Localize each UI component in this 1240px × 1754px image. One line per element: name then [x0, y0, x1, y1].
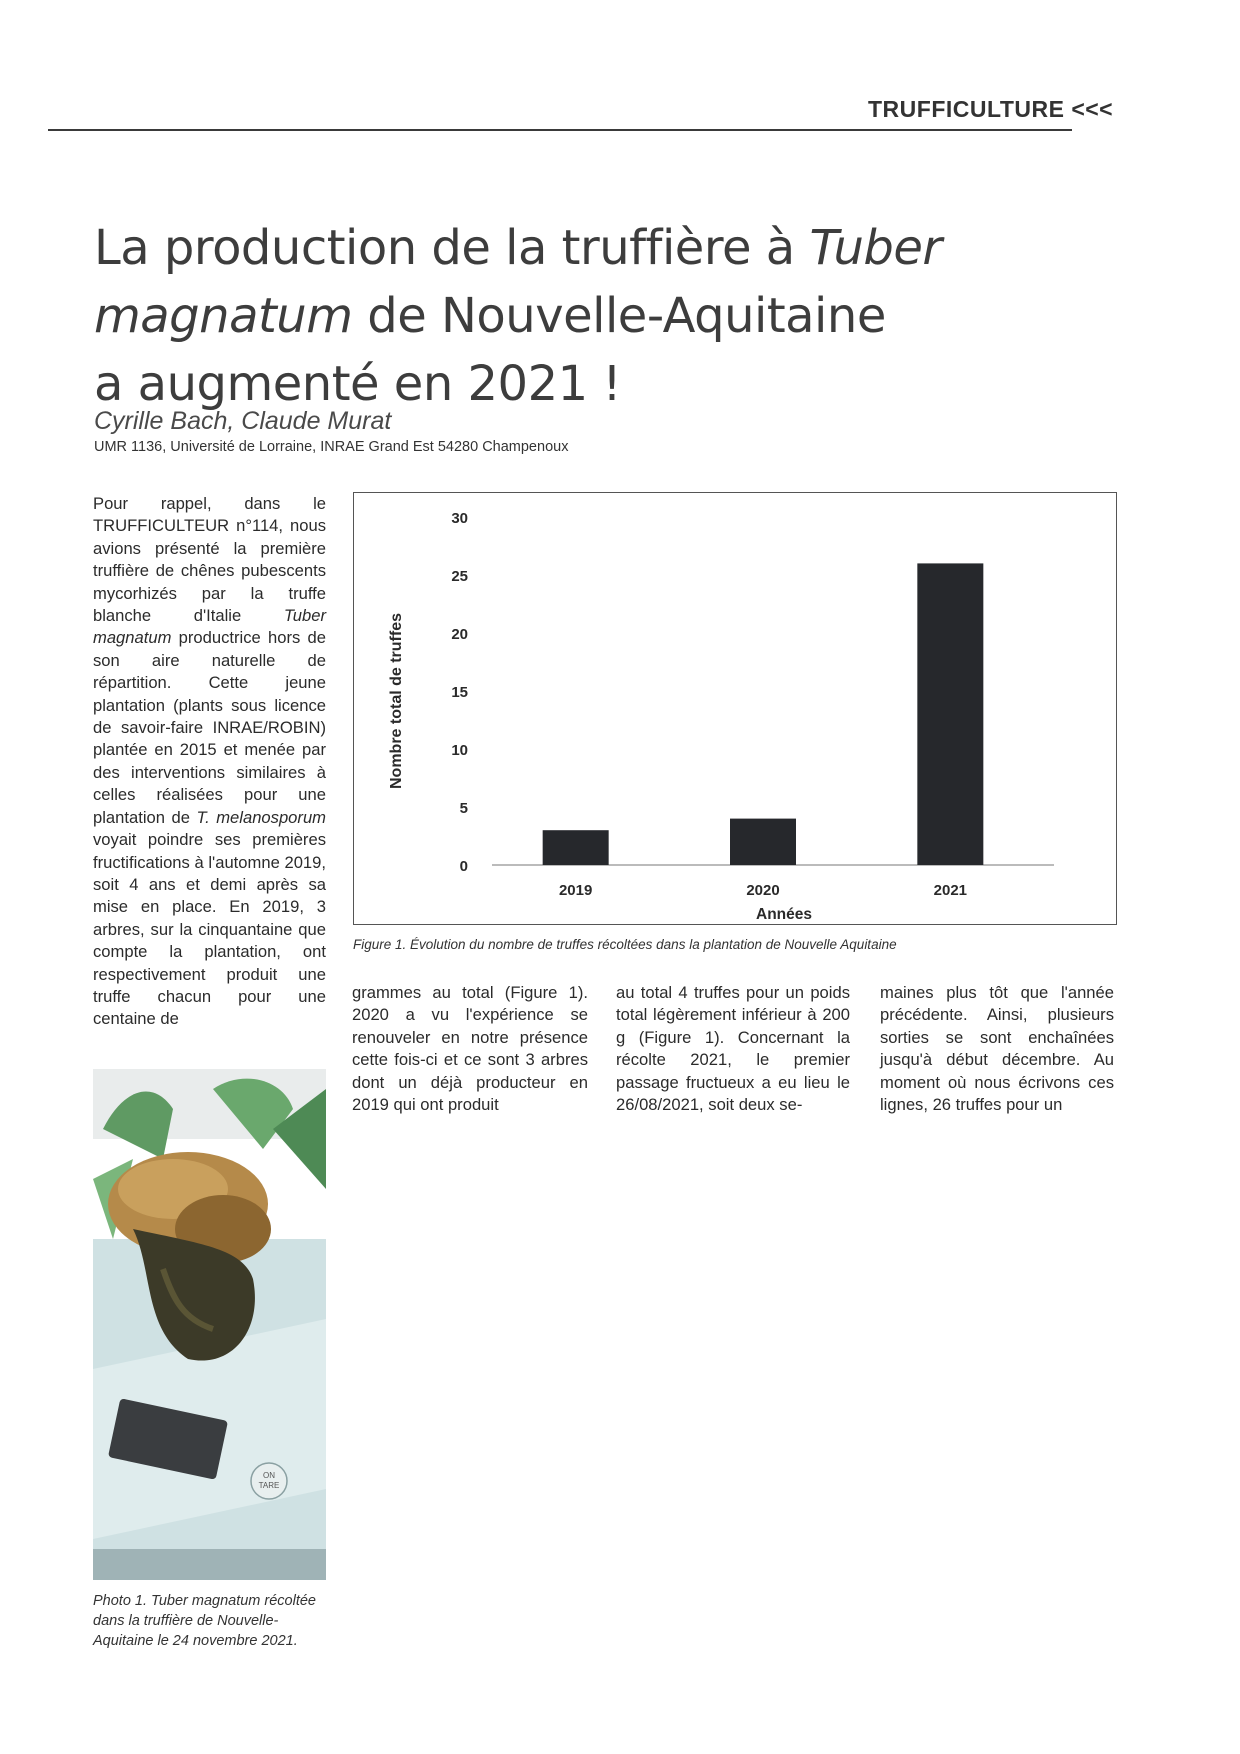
- intro-column: [93, 493, 326, 1031]
- title-line-2: magnatum de Nouvelle-Aquitaine: [94, 288, 886, 344]
- intro-italic-1: Tuber magnatum: [93, 606, 326, 648]
- body-column-a: grammes au total (Figure 1). 2020 a vu l'expérience se renouveler en notre présence cette fois-ci et ce sont 3 arbres dont un déjà producteur en 2019 qui ont produit: [352, 983, 588, 1115]
- y-tick-label: 20: [451, 626, 468, 643]
- y-axis-label: Nombre total de truffes: [388, 612, 405, 790]
- intro-italic-2: T. melanosporum: [196, 807, 326, 827]
- section-header: TRUFFICULTURE <<<: [868, 96, 1114, 122]
- y-tick-label: 30: [451, 510, 468, 527]
- photo-caption: Photo 1. Tuber magnatum récoltée dans la truffière de Nouvelle-Aquitaine le 24 novembre 2021.: [93, 1593, 316, 1649]
- body-column-c: maines plus tôt que l'année précédente. Ainsi, plusieurs sorties se sont enchaînées jusqu'à début décembre. Au moment où nous écrivons ces lignes, 26 truffes pour un: [880, 983, 1114, 1115]
- y-tick-label: 5: [459, 800, 468, 817]
- title-line-1: La production de la truffière à Tuber: [94, 220, 942, 276]
- affiliation: UMR 1136, Université de Lorraine, INRAE Grand Est 54280 Champenoux: [94, 439, 569, 455]
- title-line-3: a augmenté en 2021 !: [94, 356, 622, 412]
- scale-tare-label: TARE: [258, 1481, 280, 1490]
- x-axis-label: Années: [756, 906, 812, 923]
- figure-caption: Figure 1. Évolution du nombre de truffes récoltées dans la plantation de Nouvelle Aquitaine: [353, 937, 897, 952]
- article-title: [94, 214, 1094, 418]
- bar-2019: [543, 830, 609, 865]
- header-divider: [48, 129, 1072, 131]
- x-tick-label: 2019: [558, 882, 593, 899]
- y-tick-label: 25: [451, 568, 468, 585]
- authors: Cyrille Bach, Claude Murat: [94, 407, 392, 435]
- x-tick-label: 2021: [933, 882, 968, 899]
- bar-2020: [730, 819, 796, 865]
- y-tick-label: 10: [451, 742, 468, 759]
- x-tick-label: 2020: [746, 882, 780, 899]
- scale-on-label: ON: [263, 1471, 275, 1480]
- y-tick-label: 0: [459, 858, 468, 875]
- y-tick-label: 15: [451, 684, 468, 701]
- intro-text-1: Pour rappel, dans le TRUFFICULTEUR n°114, nous avions présenté la première truffière de chênes pubescents mycorhizés par la truffe blanche d'Italie: [93, 494, 326, 626]
- bar-chart-svg: [354, 493, 1115, 923]
- intro-text-2: productrice hors de son aire naturelle de répartition. Cette jeune plantation (plants sous licence de savoir-faire INRAE/ROBIN) plantée en 2015 et menée par des interventions similaires à celles réalisées pour une plantation de: [93, 628, 326, 827]
- truffle-photo: [93, 1069, 326, 1580]
- body-column-b: au total 4 truffes pour un poids total légèrement inférieur à 200 g (Figure 1). Concernant la récolte 2021, le premier passage fructueux a eu lieu le 26/08/2021, soit deux se-: [616, 983, 850, 1115]
- bar-2021: [917, 563, 983, 865]
- intro-text-3: voyait poindre ses premières fructifications à l'automne 2019, soit 4 ans et demi après sa mise en place. En 2019, 3 arbres, sur la cinquantaine que compte la plantation, ont respectivement produit une truffe chacun pour une centaine de: [93, 830, 326, 1029]
- figure-1-chart: [353, 492, 1117, 925]
